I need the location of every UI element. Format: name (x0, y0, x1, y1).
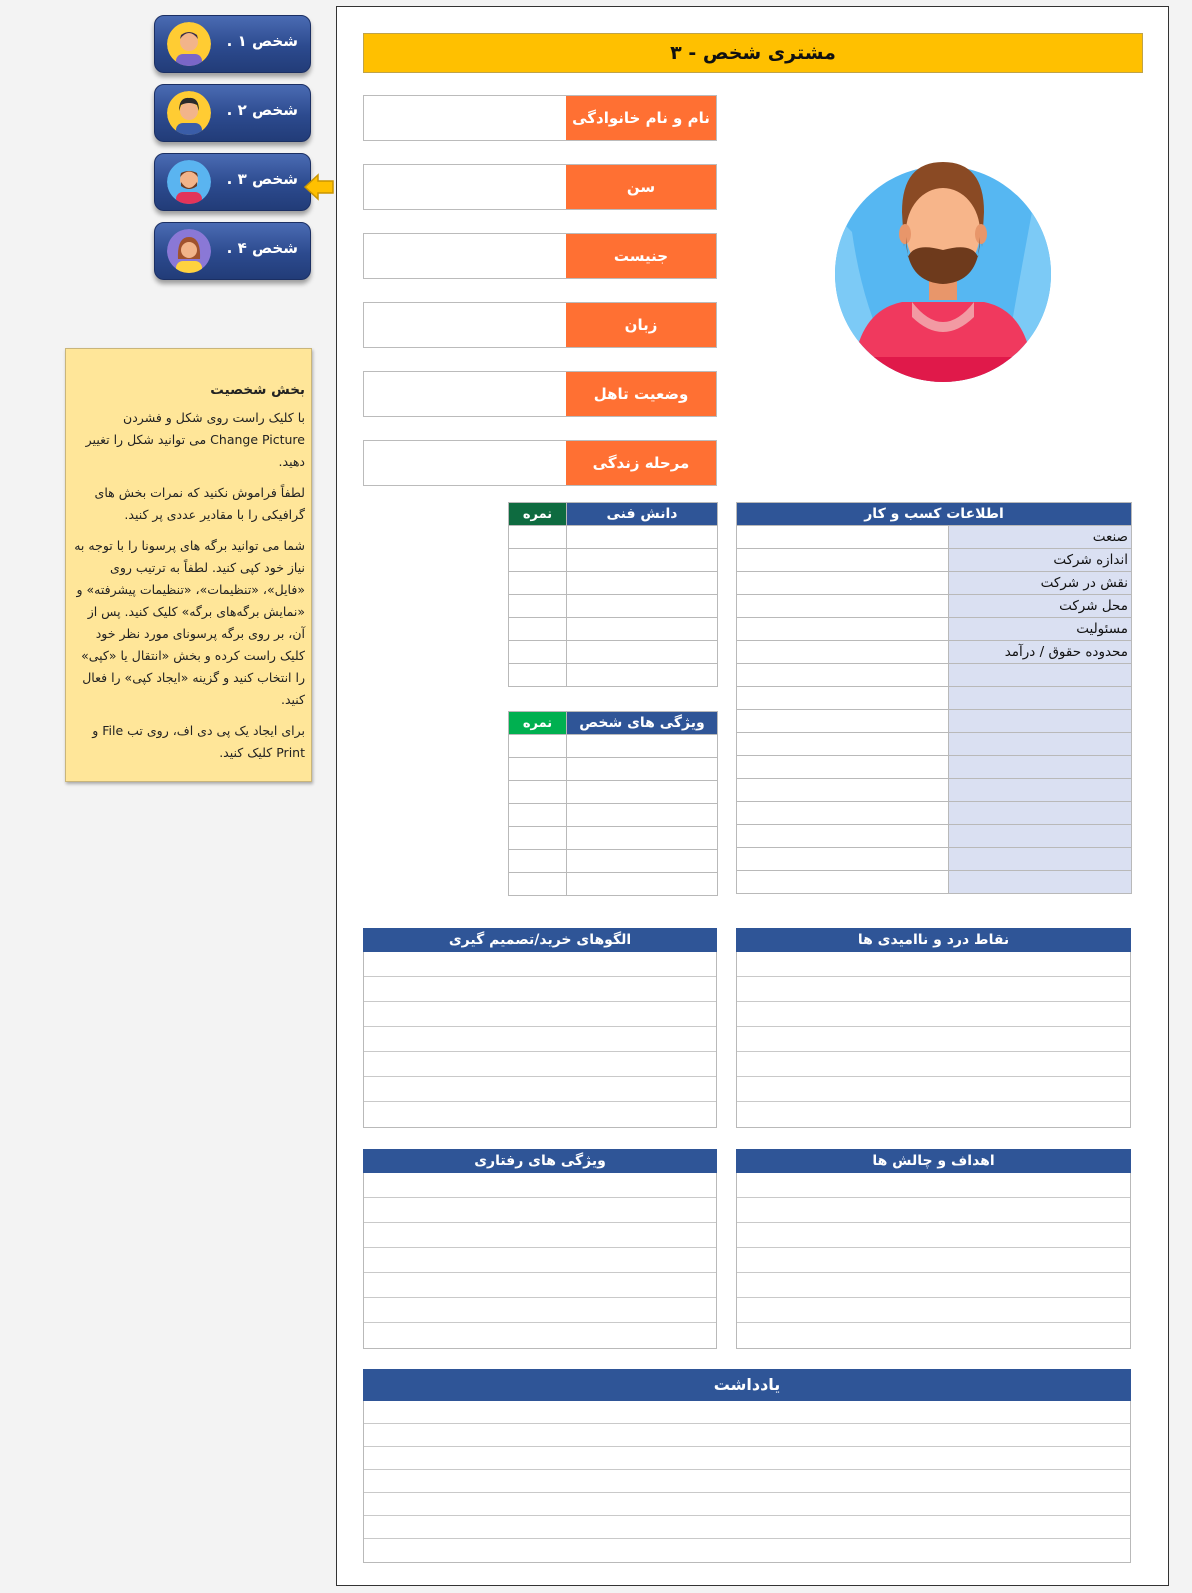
field-life-stage (363, 440, 717, 486)
behavior-box[interactable] (363, 1173, 717, 1349)
table-row (737, 687, 1132, 710)
note-paragraph-1: با کلیک راست روی شکل و فشردن Change Picture می توانید شکل را تغییر دهید. (85, 410, 305, 469)
table-row (737, 710, 1132, 733)
life-stage-label: مرحله زندگی (566, 441, 716, 485)
table-row (509, 827, 718, 850)
table-row (737, 641, 1132, 664)
language-input[interactable] (364, 303, 567, 347)
technical-knowledge-table (508, 502, 718, 687)
table-row (509, 595, 718, 618)
business-row-label: اندازه شرکت (949, 549, 1132, 572)
table-row (509, 873, 718, 896)
note-heading: بخش شخصیت (210, 382, 305, 398)
table-row (509, 572, 718, 595)
traits-score-header: نمره (509, 712, 567, 735)
buying-patterns-header: الگوهای خرید/تصمیم گیری (363, 928, 717, 952)
table-row (509, 549, 718, 572)
goals-box[interactable] (736, 1173, 1131, 1349)
language-label: زبان (566, 303, 716, 347)
person-1-label: شخص ۱ . (226, 32, 298, 50)
table-row (509, 850, 718, 873)
avatar-4 (167, 229, 211, 273)
business-row-label: نقش در شرکت (949, 572, 1132, 595)
buying-patterns-box[interactable] (363, 952, 717, 1128)
table-row (509, 781, 718, 804)
field-gender (363, 233, 717, 279)
person-3-label: شخص ۳ . (226, 170, 298, 188)
table-row (509, 641, 718, 664)
persona-picture[interactable] (832, 152, 1054, 384)
full-name-label: نام و نام خانوادگی (566, 96, 716, 140)
business-row-label: محدوده حقوق / درآمد (949, 641, 1132, 664)
field-language (363, 302, 717, 348)
note-paragraph-4: برای ایجاد یک پی دی اف، روی تب File و Print کلیک کنید. (92, 723, 305, 760)
person-1-button[interactable] (154, 15, 311, 73)
instruction-note (65, 348, 312, 782)
persona-sheet (336, 6, 1169, 1586)
person-3-button[interactable] (154, 153, 311, 211)
notes-box[interactable] (363, 1401, 1131, 1563)
table-row (737, 733, 1132, 756)
life-stage-input[interactable] (364, 441, 567, 485)
note-paragraph-2: لطفاً فراموش نکنید که نمرات بخش های گرافیکی را با مقادیر عددی پر کنید. (94, 485, 305, 522)
gender-label: جنیست (566, 234, 716, 278)
traits-header: ویژگی های شخص (567, 712, 718, 735)
table-row (737, 664, 1132, 687)
table-row (737, 825, 1132, 848)
behavior-header: ویژگی های رفتاری (363, 1149, 717, 1173)
table-row (509, 526, 718, 549)
table-row (509, 664, 718, 687)
marital-status-label: وضعیت تاهل (566, 372, 716, 416)
avatar-1 (167, 22, 211, 66)
age-label: سن (566, 165, 716, 209)
table-row (737, 618, 1132, 641)
person-2-label: شخص ۲ . (226, 101, 298, 119)
field-age (363, 164, 717, 210)
business-row-label: مسئولیت (949, 618, 1132, 641)
person-4-label: شخص ۴ . (226, 239, 298, 257)
avatar-3 (167, 160, 211, 204)
avatar-2 (167, 91, 211, 135)
pain-points-header: نقاط درد و ناامیدی ها (736, 928, 1131, 952)
tech-header: دانش فنی (567, 503, 718, 526)
sheet-title: مشتری شخص - ۳ (363, 33, 1143, 73)
personal-traits-table (508, 711, 718, 896)
current-person-arrow-icon (303, 172, 335, 202)
goals-header: اهداف و چالش ها (736, 1149, 1131, 1173)
table-row (737, 526, 1132, 549)
business-info-table (736, 502, 1132, 894)
table-row (509, 618, 718, 641)
table-row (737, 572, 1132, 595)
notes-header: یادداشت (363, 1369, 1131, 1401)
note-paragraph-3: شما می توانید برگه های پرسونا را با توجه به نیاز خود کپی کنید. لطفاً به ترتیب روی «فایل»، «تنظیمات»، «تنظیمات پیشرفته» و «نمایش برگه‌های برگه» کلیک کنید. پس از آن، بر روی برگه پرسونای مورد نظر خود کلیک راست کرده و بخش «انتقال یا «کپی» را انتخاب کنید و گزینه «ایجاد کپی» را فعال کنید. (74, 538, 305, 707)
table-row (737, 848, 1132, 871)
business-info-header: اطلاعات کسب و کار (737, 503, 1132, 526)
table-row (509, 758, 718, 781)
pain-points-box[interactable] (736, 952, 1131, 1128)
gender-input[interactable] (364, 234, 567, 278)
marital-status-input[interactable] (364, 372, 567, 416)
table-row (737, 549, 1132, 572)
person-2-button[interactable] (154, 84, 311, 142)
business-row-label: محل شرکت (949, 595, 1132, 618)
business-row-label: صنعت (949, 526, 1132, 549)
table-row (737, 871, 1132, 894)
field-marital-status (363, 371, 717, 417)
tech-score-header: نمره (509, 503, 567, 526)
table-row (737, 779, 1132, 802)
table-row (509, 804, 718, 827)
table-row (509, 735, 718, 758)
full-name-input[interactable] (364, 96, 567, 140)
age-input[interactable] (364, 165, 567, 209)
table-row (737, 595, 1132, 618)
table-row (737, 756, 1132, 779)
table-row (737, 802, 1132, 825)
person-4-button[interactable] (154, 222, 311, 280)
field-full-name (363, 95, 717, 141)
